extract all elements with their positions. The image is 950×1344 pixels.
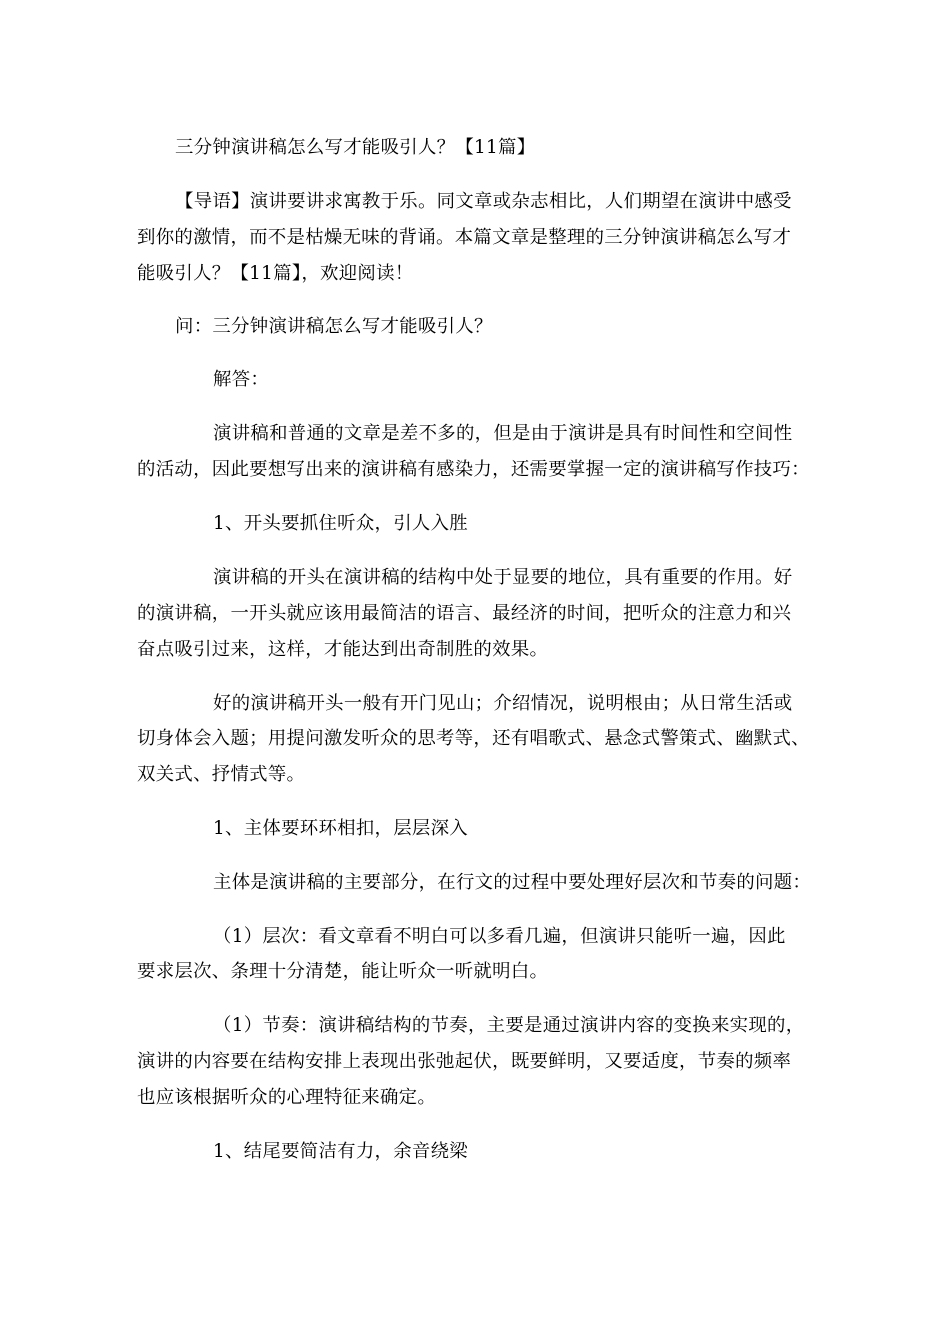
rhythm-line: 演讲的内容要在结构安排上表现出张弛起伏，既要鲜明，又要适度，节奏的频率 bbox=[137, 1051, 792, 1072]
methods-line: 双关式、抒情式等。 bbox=[137, 764, 306, 785]
intro-line: 到你的激情，而不是枯燥无味的背诵。本篇文章是整理的三分钟演讲稿怎么写才 bbox=[137, 227, 792, 248]
document-title: 三分钟演讲稿怎么写才能吸引人？【11篇】 bbox=[175, 137, 536, 158]
answer-line: 演讲稿和普通的文章是差不多的，但是由于演讲是具有时间性和空间性 bbox=[213, 423, 793, 444]
opening-line: 演讲稿的开头在演讲稿的结构中处于显要的地位，具有重要的作用。好 bbox=[213, 567, 793, 588]
heading-opening: 1、开头要抓住听众，引人入胜 bbox=[213, 513, 468, 534]
opening-line: 奋点吸引过来，这样，才能达到出奇制胜的效果。 bbox=[137, 639, 549, 660]
heading-ending: 1、结尾要简洁有力，余音绕梁 bbox=[213, 1141, 468, 1162]
rhythm-line: （1）节奏：演讲稿结构的节奏，主要是通过演讲内容的变换来实现的， bbox=[213, 1015, 805, 1036]
answer-label: 解答： bbox=[213, 369, 270, 390]
levels-line: （1）层次：看文章看不明白可以多看几遍，但演讲只能听一遍，因此 bbox=[213, 926, 786, 947]
rhythm-line: 也应该根据听众的心理特征来确定。 bbox=[137, 1087, 437, 1108]
question-line: 问：三分钟演讲稿怎么写才能吸引人？ bbox=[175, 316, 493, 337]
levels-line: 要求层次、条理十分清楚，能让听众一听就明白。 bbox=[137, 961, 549, 982]
answer-line: 的活动，因此要想写出来的演讲稿有感染力，还需要掌握一定的演讲稿写作技巧： bbox=[137, 459, 810, 480]
body-intro: 主体是演讲稿的主要部分，在行文的过程中要处理好层次和节奏的问题： bbox=[213, 872, 812, 893]
opening-line: 的演讲稿，一开头就应该用最简洁的语言、最经济的时间，把听众的注意力和兴 bbox=[137, 603, 792, 624]
intro-line: 能吸引人？【11篇】，欢迎阅读！ bbox=[137, 263, 414, 284]
heading-body: 1、主体要环环相扣，层层深入 bbox=[213, 818, 468, 839]
methods-line: 切身体会入题；用提问激发听众的思考等，还有唱歌式、悬念式警策式、幽默式、 bbox=[137, 728, 810, 749]
intro-line: 【导语】演讲要讲求寓教于乐。同文章或杂志相比，人们期望在演讲中感受 bbox=[175, 191, 792, 212]
methods-line: 好的演讲稿开头一般有开门见山；介绍情况，说明根由；从日常生活或 bbox=[213, 693, 793, 714]
